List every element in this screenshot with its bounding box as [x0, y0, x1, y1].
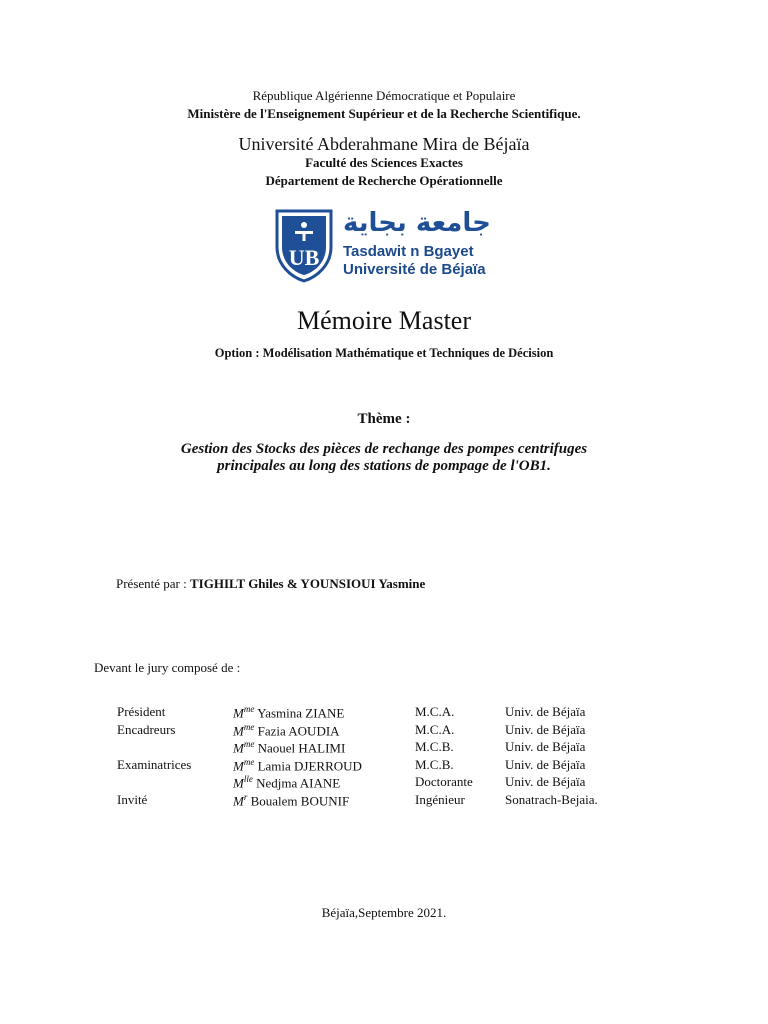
- theme-subject: [0, 441, 768, 475]
- jury-member: [233, 704, 415, 722]
- jury-title: M: [233, 722, 244, 738]
- jury-row: [117, 704, 598, 722]
- jury-title-suffix: me: [243, 739, 255, 750]
- jury-name: Fazia AOUDIA: [257, 722, 340, 738]
- jury-intro: Devant le jury composé de :: [94, 660, 241, 675]
- jury-member: [233, 774, 415, 792]
- logo-name: [343, 243, 486, 279]
- jury-member: [233, 792, 415, 810]
- logo-arabic-text: جامعة بجاية: [343, 208, 491, 238]
- presented-names: TIGHILT Ghiles & YOUNSIOUI Yasmine: [190, 576, 426, 591]
- jury-title: M: [233, 740, 244, 756]
- university-logo: [273, 207, 503, 283]
- jury-role: Président: [117, 704, 166, 719]
- jury-row: [117, 774, 598, 792]
- theme-subject-line1: Gestion des Stocks des pièces de rechange des pompes centrifuges: [180, 441, 588, 457]
- theme-subject-line2: principales au long des stations de pompage de l'OB1.: [217, 458, 551, 474]
- jury-title-suffix: lle: [243, 774, 253, 785]
- jury-affiliation: Univ. de Béjaïa: [505, 756, 586, 772]
- jury-member: [233, 739, 415, 757]
- header-ministry: Ministère de l'Enseignement Supérieur et de la Recherche Scientifique.: [187, 106, 581, 121]
- jury-role: [117, 774, 233, 792]
- jury-title: M: [233, 705, 244, 721]
- jury-grade: M.C.B.: [415, 739, 454, 755]
- jury-member: [233, 757, 415, 775]
- jury-row: [117, 739, 598, 757]
- jury-role: Encadreurs: [117, 721, 176, 737]
- faculty-name: Faculté des Sciences Exactes: [305, 155, 463, 170]
- jury-grade: M.C.B.: [415, 756, 454, 772]
- presented-label: Présenté par :: [116, 576, 187, 591]
- jury-grade: M.C.A.: [415, 704, 455, 719]
- jury-affiliation: Univ. de Béjaïa: [505, 774, 586, 790]
- jury-title-suffix: me: [243, 756, 255, 767]
- jury-grade: M.C.A.: [415, 721, 455, 737]
- jury-name: Nedjma AIANE: [256, 775, 341, 791]
- date-line: Béjaïa,Septembre 2021.: [321, 905, 447, 920]
- option-line: Option : Modélisation Mathématique et Techniques de Décision: [214, 346, 554, 360]
- jury-row: [117, 722, 598, 740]
- jury-member: [233, 722, 415, 740]
- university-crest-icon: [273, 207, 335, 283]
- jury-grade: Ingénieur: [415, 791, 465, 807]
- logo-name-kabyle: Tasdawit n Bgayet: [343, 243, 474, 260]
- jury-role: [117, 739, 233, 757]
- university-name: Université Abderahmane Mira de Béjaïa: [238, 134, 530, 154]
- jury-row: [117, 757, 598, 775]
- jury-title-suffix: me: [243, 704, 255, 714]
- jury-role: Examinatrices: [117, 756, 192, 772]
- jury-name: Yasmina ZIANE: [257, 705, 345, 721]
- jury-row: [117, 792, 598, 810]
- jury-grade: Doctorante: [415, 774, 473, 790]
- presented-by: [116, 576, 425, 592]
- header-republic: République Algérienne Démocratique et Populaire: [252, 88, 516, 103]
- jury-name: Boualem BOUNIF: [250, 793, 350, 809]
- jury-affiliation: Univ. de Béjaïa: [505, 721, 586, 737]
- theme-label: Thème :: [357, 411, 411, 427]
- jury-table: [117, 704, 598, 810]
- jury-name: Lamia DJERROUD: [257, 758, 362, 774]
- jury-affiliation: Univ. de Béjaïa: [505, 739, 586, 755]
- logo-monogram: UB: [288, 245, 320, 270]
- jury-title-suffix: me: [243, 721, 255, 732]
- jury-affiliation: Univ. de Béjaïa: [505, 704, 586, 719]
- jury-title: M: [233, 775, 244, 791]
- jury-title: M: [233, 793, 244, 809]
- document-title: Mémoire Master: [296, 306, 471, 335]
- jury-name: Naouel HALIMI: [257, 740, 346, 756]
- jury-role: Invité: [117, 791, 148, 807]
- jury-title-suffix: r: [243, 791, 248, 802]
- department-name: Département de Recherche Opérationnelle: [265, 173, 503, 188]
- logo-name-french: Université de Béjaïa: [343, 261, 486, 278]
- jury-title: M: [233, 758, 244, 774]
- jury-affiliation: Sonatrach-Bejaia.: [505, 791, 598, 807]
